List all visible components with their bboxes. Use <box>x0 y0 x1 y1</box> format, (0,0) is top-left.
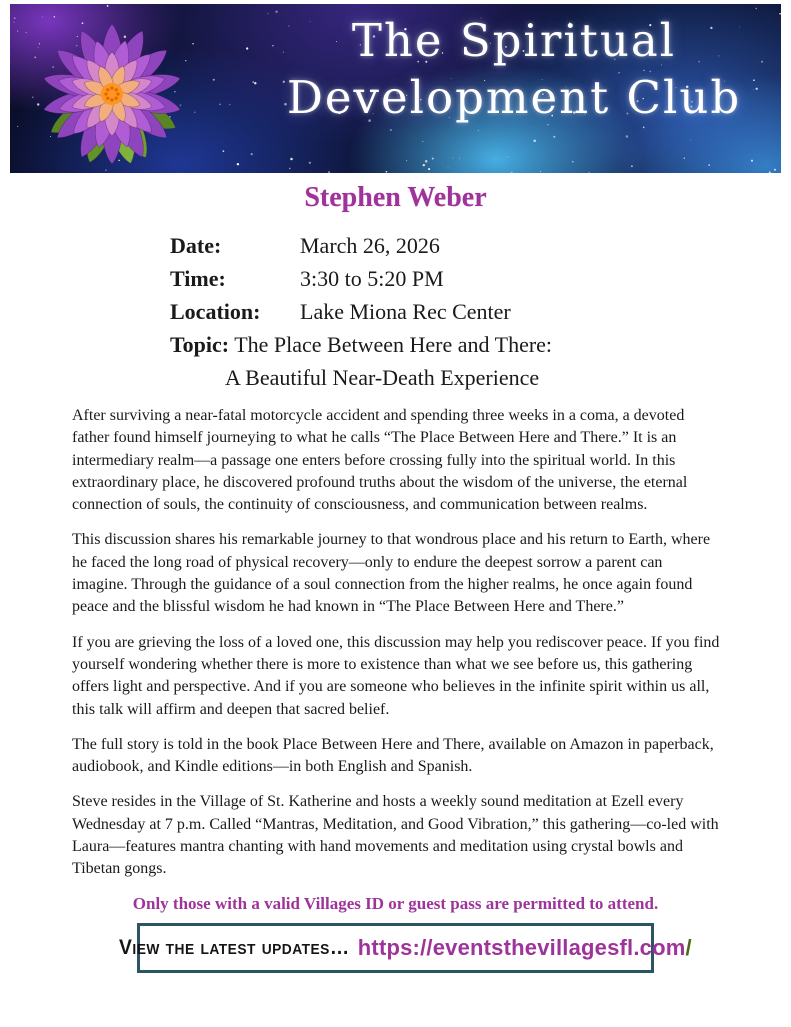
flyer-page <box>0 4 791 973</box>
body-paragraph: If you are grieving the loss of a loved one, this discussion may help you rediscover peace. If you find yourself wondering whether there is more to existence than what we see before us, this gathering offers light and perspective. And if you are someone who believes in the infinite spirit within us all, this talk will affirm and deepen that sacred belief. <box>72 633 720 718</box>
body-paragraph: This discussion shares his remarkable journey to that wondrous place and his return to Earth, where he faced the long road of physical recovery—only to endure the deepest sorrow a parent can imagine. Through the guidance of a soul connection from the higher realms, he once again found peace and the blissful wisdom he had known in “The Place Between Here and There.” <box>72 531 711 616</box>
updates-link[interactable] <box>358 935 692 961</box>
date-value: March 26, 2026 <box>300 233 440 258</box>
topic-value-line1: The Place Between Here and There: <box>234 332 553 357</box>
body-paragraph: The full story is told in the book Place Between Here and There, available on Amazon in paperback, audiobook, and Kindle editions—in both English and Spanish. <box>72 735 714 776</box>
body-paragraph: After surviving a near-fatal motorcycle accident and spending three weeks in a coma, a devoted father found himself journeying to what he calls “The Place Between Here and There.” It is an intermediary realm—a passage one enters before crossing fully into the spiritual world. In this extraordinary place, he discovered profound truths about the wisdom of the universe, the eternal connection of souls, the continuity of consciousness, and communication between realms. <box>72 407 688 514</box>
detail-row-time <box>170 262 791 295</box>
event-details <box>170 229 791 394</box>
topic-value-line2: A Beautiful Near-Death Experience <box>225 365 540 390</box>
speaker-name: Stephen Weber <box>304 182 487 213</box>
updates-url-slash: / <box>685 934 692 960</box>
location-label: Location: <box>170 299 261 324</box>
club-title <box>255 12 773 126</box>
updates-box <box>119 923 692 973</box>
body-paragraph: Steve resides in the Village of St. Katherine and hosts a weekly sound meditation at Ezell every Wednesday at 7 p.m. Called “Mantras, Meditation, and Good Vibration,” this gathering—co-led with Laura—features mantra chanting with hand movements and meditation using crystal bowls and Tibetan gongs. <box>72 793 719 878</box>
detail-row-location <box>170 295 791 328</box>
club-title-line2: Development Club <box>286 71 742 124</box>
club-title-line1: The Spiritual <box>351 14 677 67</box>
detail-row-date <box>170 229 791 262</box>
body-text <box>72 405 720 881</box>
banner <box>10 4 781 173</box>
updates-url-text: https://eventsthevillagesfl.com <box>357 934 686 960</box>
location-value: Lake Miona Rec Center <box>300 299 511 324</box>
updates-label: View the latest updates… <box>119 935 350 959</box>
topic-label: Topic: <box>170 332 230 357</box>
lotus-flower-icon <box>20 6 200 173</box>
time-label: Time: <box>170 266 226 291</box>
attendance-note: Only those with a valid Villages ID or guest pass are permitted to attend. <box>132 893 659 913</box>
time-value: 3:30 to 5:20 PM <box>300 266 444 291</box>
date-label: Date: <box>170 233 222 258</box>
detail-row-topic <box>170 328 791 361</box>
